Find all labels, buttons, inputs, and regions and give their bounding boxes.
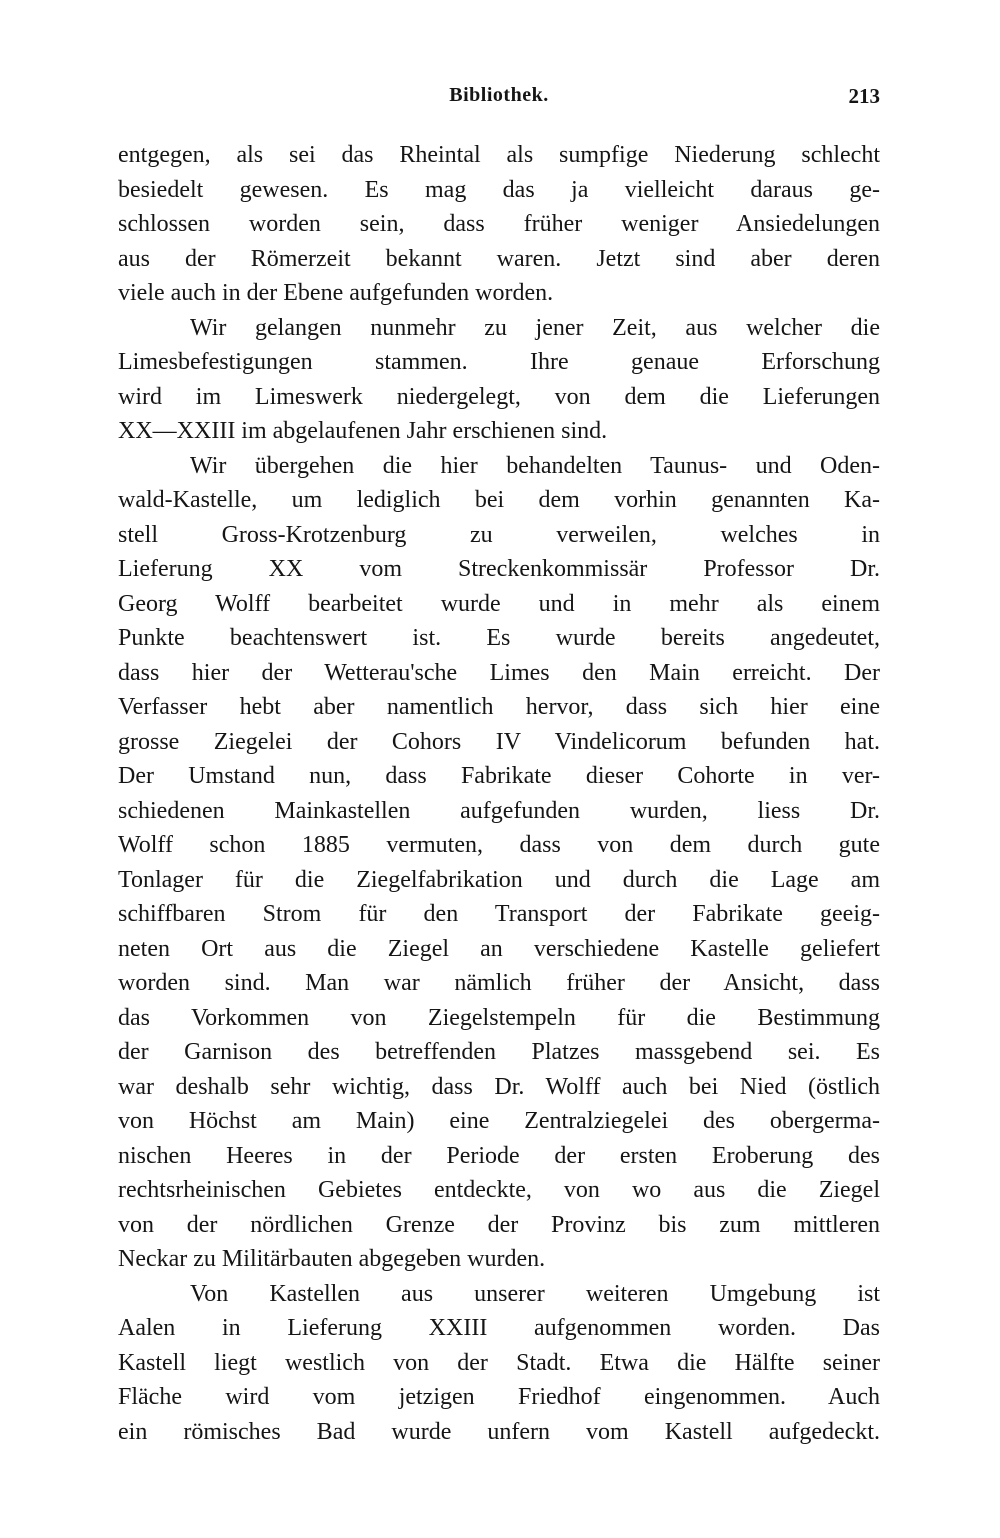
text-line: worden sind. Man war nämlich früher der Ansicht, dass [118,970,880,996]
text-line: Aalen in Lieferung XXIII aufgenommen worden. Das [118,1315,880,1341]
text-line: Von Kastellen aus unserer weiteren Umgebung ist [190,1280,880,1307]
text-line: Wir übergehen die hier behandelten Taunus- und Oden- [190,452,880,479]
text-line: Neckar zu Militärbauten abgegeben wurden. [118,1246,546,1272]
text-line: Georg Wolff bearbeitet wurde und in mehr als einem [118,590,880,617]
text-line: XX—XXIII im abgelaufenen Jahr erschienen sind. [118,418,608,444]
text-line: dass hier der Wetterau'sche Limes den Main erreicht. Der [118,659,880,686]
text-line: Wir gelangen nunmehr zu jener Zeit, aus welcher die [190,314,880,341]
text-line: Kastell liegt westlich von der Stadt. Etwa die Hälfte seiner [118,1349,880,1376]
text-line: Punkte beachtenswert ist. Es wurde bereits angedeutet, [118,625,880,651]
text-line: viele auch in der Ebene aufgefunden worden. [118,280,554,306]
page-header [118,84,880,114]
text-line: von der nördlichen Grenze der Provinz bis zum mittleren [118,1211,880,1238]
text-line: schiffbaren Strom für den Transport der Fabrikate geeig- [118,901,880,927]
text-line: aus der Römerzeit bekannt waren. Jetzt sind aber deren [118,245,880,272]
text-line: wald-Kastelle, um lediglich bei dem vorhin genannten Ka- [118,487,880,513]
text-line: Lieferung XX vom Streckenkommissär Professor Dr. [118,556,880,582]
text-line: Der Umstand nun, dass Fabrikate dieser Cohorte in ver- [118,763,880,789]
text-line: neten Ort aus die Ziegel an verschiedene Kastelle geliefert [118,935,880,962]
text-line: entgegen, als sei das Rheintal als sumpfige Niederung schlecht [118,142,880,168]
text-line: von Höchst am Main) eine Zentralziegelei des obergerma- [118,1108,880,1134]
text-line: nischen Heeres in der Periode der ersten Eroberung des [118,1142,880,1169]
body-text [118,138,880,1449]
text-line: ein römisches Bad wurde unfern vom Kastell aufgedeckt. [118,1418,880,1445]
text-line: das Vorkommen von Ziegelstempeln für die Bestimmung [118,1004,880,1031]
text-line: Verfasser hebt aber namentlich hervor, dass sich hier eine [118,694,880,720]
text-line: Fläche wird vom jetzigen Friedhof eingenommen. Auch [118,1384,880,1410]
running-head: Bibliothek. [449,84,549,106]
text-line: war deshalb sehr wichtig, dass Dr. Wolff auch bei Nied (östlich [118,1073,880,1100]
text-line: schiedenen Mainkastellen aufgefunden wurden, liess Dr. [118,797,880,824]
text-line: schlossen worden sein, dass früher weniger Ansiedelungen [118,211,880,237]
text-line: Tonlager für die Ziegelfabrikation und durch die Lage am [118,866,880,893]
text-line: rechtsrheinischen Gebietes entdeckte, von wo aus die Ziegel [118,1177,880,1203]
page-number: 213 [848,84,880,108]
text-line: Limesbefestigungen stammen. Ihre genaue Erforschung [118,349,880,375]
text-line: Wolff schon 1885 vermuten, dass von dem durch gute [118,832,880,858]
text-line: grosse Ziegelei der Cohors IV Vindelicorum befunden hat. [118,728,880,755]
text-line: wird im Limeswerk niedergelegt, von dem die Lieferungen [118,383,880,410]
text-line: besiedelt gewesen. Es mag das ja vielleicht daraus ge- [118,176,880,203]
text-line: stell Gross-Krotzenburg zu verweilen, welches in [118,521,880,548]
text-line: der Garnison des betreffenden Platzes massgebend sei. Es [118,1039,880,1065]
